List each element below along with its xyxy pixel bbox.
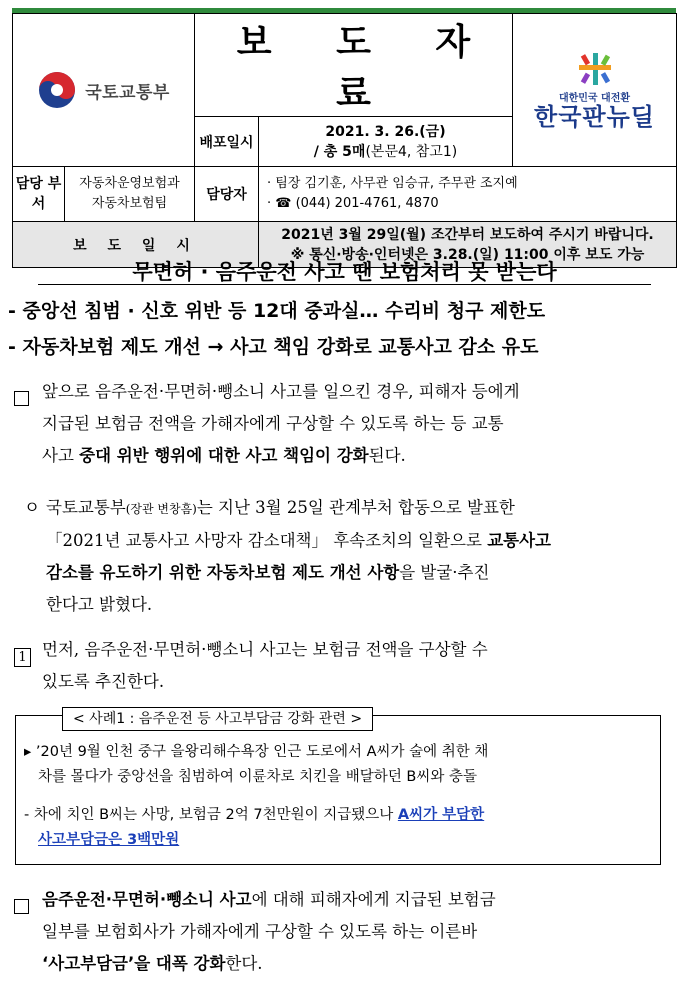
release-date: 2021. 3. 26.(금) bbox=[325, 123, 446, 140]
circle-bullet: ㅇ bbox=[24, 498, 40, 517]
press-release-header bbox=[12, 13, 677, 268]
subheadline-2: - 자동차보험 제도 개선 → 사고 책임 강화로 교통사고 감소 유도 bbox=[8, 336, 539, 358]
dept-name-1: 자동차운영보험과 bbox=[79, 176, 180, 191]
paragraph-4-emphasis-2: ‘사고부담금’을 대폭 강화 bbox=[42, 954, 226, 973]
paragraph-2 bbox=[24, 492, 674, 621]
contact-label: 담당자 bbox=[195, 167, 259, 222]
headline: 무면허 · 음주운전 사고 땐 보험처리 못 받는다 bbox=[132, 260, 557, 284]
case-highlight: A씨가 부담한 bbox=[397, 807, 485, 823]
paragraph-2-emphasis-2: 감소를 유도하기 위한 자동차보험 제도 개선 사항 bbox=[46, 563, 400, 582]
case-line-1: ▸ ’20년 9월 인천 중구 을왕리해수욕장 인근 도로에서 A씨가 술에 취한 채 bbox=[24, 744, 489, 760]
dept-name-cell bbox=[65, 167, 195, 222]
newsletter-slogan: 대한민국 대전환 bbox=[558, 92, 631, 104]
paragraph-4-text: 에 대해 피해자에게 지급된 보험금 bbox=[251, 890, 496, 909]
case-line-3-text: - 차에 치인 B씨는 사망, 보험금 2억 7천만원이 지급됐으나 bbox=[24, 807, 398, 823]
paragraph-2-line-1 bbox=[24, 492, 674, 525]
paragraph-2-line-3 bbox=[24, 557, 674, 589]
paragraph-2-text: 는 지난 3월 25일 관계부처 합동으로 발표한 bbox=[196, 498, 515, 517]
paragraph-2-text-3: 을 발굴·추진 bbox=[399, 563, 490, 582]
case-example-title: < 사례1 : 음주운전 등 사고부담금 강화 관련 > bbox=[62, 707, 373, 731]
paragraph-4-line-1 bbox=[14, 884, 674, 916]
newsletter-logo-cell bbox=[513, 14, 677, 167]
contact-cell bbox=[259, 167, 677, 222]
paragraph-2-emphasis: 교통사고 bbox=[487, 531, 551, 550]
paragraph-2-text-2: 「2021년 교통사고 사망자 감소대책」 후속조치의 일환으로 bbox=[46, 531, 488, 550]
subheadline-1: - 중앙선 침범 · 신호 위반 등 12대 중과실… 수리비 청구 제한도 bbox=[8, 300, 546, 322]
paragraph-2-line-4: 한다고 밝혔다. bbox=[46, 595, 153, 614]
case-line-3 bbox=[24, 803, 484, 828]
release-date-cell bbox=[259, 117, 513, 167]
paragraph-1-line-2: 지급된 보험금 전액을 가해자에게 구상할 수 있도록 하는 등 교통 bbox=[42, 414, 504, 433]
paragraph-2-subject: 국토교통부 bbox=[46, 498, 126, 517]
paragraph-1-line-1: 앞으로 음주운전·무면허·뺑소니 사고를 일으킨 경우, 피해자 등에게 bbox=[42, 382, 520, 401]
embargo-label: 보 도 일 시 bbox=[13, 222, 259, 268]
ministry-name: 국토교통부 bbox=[85, 82, 170, 103]
checkbox-bullet-icon bbox=[14, 385, 29, 417]
checkbox-bullet-icon bbox=[14, 893, 29, 925]
case-line-2: 차를 몰다가 중앙선을 침범하여 이륜차로 치킨을 배달하던 B씨와 충돌 bbox=[38, 769, 478, 785]
paragraph-4 bbox=[14, 884, 674, 980]
paragraph-3-line-2: 있도록 추진한다. bbox=[42, 672, 165, 691]
taegeuk-logo-icon bbox=[37, 70, 77, 110]
paragraph-2-line-2 bbox=[24, 525, 674, 557]
paragraph-1-text: 사고 bbox=[42, 446, 80, 465]
page-count-detail: (본문4, 참고1) bbox=[365, 143, 458, 160]
paragraph-4-line-3 bbox=[14, 948, 674, 980]
paragraph-1-tail: 된다. bbox=[368, 446, 406, 465]
paragraph-1-line-3 bbox=[14, 440, 674, 472]
dept-name-2: 자동차보험팀 bbox=[91, 196, 168, 211]
paragraph-3 bbox=[14, 634, 674, 698]
paragraph-1-emphasis: 중대 위반 행위에 대한 사고 책임이 강화 bbox=[79, 446, 369, 465]
release-date-label: 배포일시 bbox=[195, 117, 259, 167]
dept-label: 담당 부서 bbox=[13, 167, 65, 222]
number-marker bbox=[14, 640, 31, 672]
doc-type-title: 보 도 자 료 bbox=[195, 14, 513, 117]
new-deal-logo-icon bbox=[575, 51, 615, 87]
paragraph-4-line-2: 일부를 보험회사가 가해자에게 구상할 수 있도록 하는 이른바 bbox=[42, 922, 478, 941]
paragraph-2-minister: (장관 변창흠) bbox=[125, 502, 197, 516]
contact-people: · 팀장 김기훈, 사무관 임승규, 주무관 조지예 bbox=[267, 176, 518, 191]
paragraph-3-line-1: 먼저, 음주운전·무면허·뺑소니 사고는 보험금 전액을 구상할 수 bbox=[42, 640, 488, 659]
headline-underline bbox=[38, 284, 651, 285]
paragraph-1 bbox=[14, 376, 674, 472]
page-count: / 총 5매 bbox=[313, 143, 366, 160]
ministry-logo-cell bbox=[13, 14, 195, 167]
paragraph-4-tail: 한다. bbox=[225, 954, 263, 973]
case-highlight-2: 사고부담금은 3백만원 bbox=[38, 832, 180, 848]
embargo-line-2: ※ 통신·방송·인터넷은 3.28.(일) 11:00 이후 보도 가능 bbox=[290, 246, 645, 263]
number-marker-label: 1 bbox=[14, 648, 31, 667]
newsletter-title: 한국판뉴딜 bbox=[534, 102, 655, 131]
contact-phone: · ☎ (044) 201-4761, 4870 bbox=[267, 196, 439, 211]
case-line-4 bbox=[38, 828, 179, 853]
embargo-line-1: 2021년 3월 29일(월) 조간부터 보도하여 주시기 바랍니다. bbox=[281, 226, 654, 243]
paragraph-4-emphasis: 음주운전·무면허·뺑소니 사고 bbox=[42, 890, 252, 909]
